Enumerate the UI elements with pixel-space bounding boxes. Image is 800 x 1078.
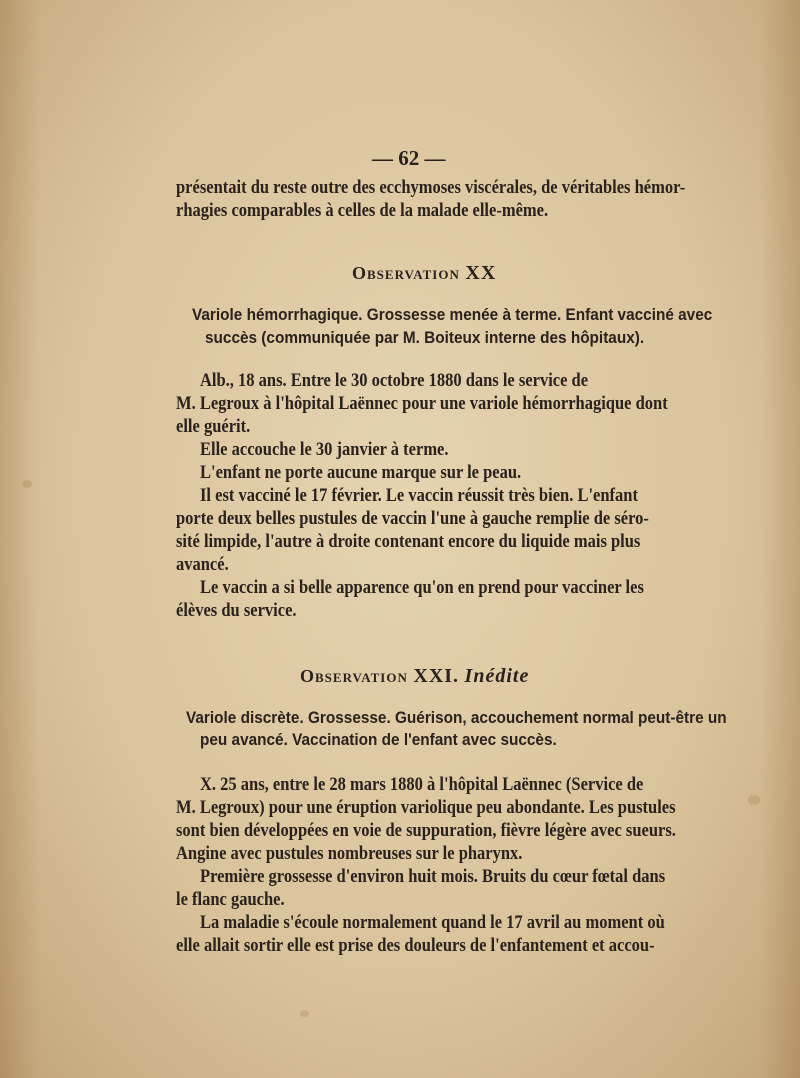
heading-note: Inédite — [464, 665, 530, 687]
summary-line: succès (communiquée par M. Boiteux interne des hôpitaux). — [205, 329, 645, 347]
text-line: présentait du reste outre des ecchymoses viscérales, de véritables hémor- — [176, 177, 686, 198]
text-line: le flanc gauche. — [176, 889, 285, 910]
heading-label: Observation — [352, 263, 460, 283]
observation-heading — [352, 262, 496, 285]
text-line: rhagies comparables à celles de la malade elle-même. — [176, 200, 549, 221]
text-line: X. 25 ans, entre le 28 mars 1880 à l'hôpital Laënnec (Service de — [200, 774, 644, 795]
text-line: élèves du service. — [176, 600, 297, 621]
text-line: Le vaccin a si belle apparence qu'on en prend pour vacciner les — [200, 577, 644, 598]
observation-heading — [300, 665, 529, 688]
heading-label: Observation — [300, 666, 408, 686]
text-line: sité limpide, l'autre à droite contenant encore du liquide mais plus — [176, 531, 641, 552]
paper-stain — [300, 1010, 309, 1017]
heading-number: XX — [465, 262, 497, 284]
text-line: Il est vacciné le 17 février. Le vaccin réussit très bien. L'enfant — [200, 485, 638, 506]
summary-line: peu avancé. Vaccination de l'enfant avec succès. — [200, 731, 557, 749]
text-line: Première grossesse d'environ huit mois. Bruits du cœur fœtal dans — [200, 866, 666, 887]
text-line: sont bien développées en voie de suppuration, fièvre légère avec sueurs. — [176, 820, 676, 841]
text-line: M. Legroux à l'hôpital Laënnec pour une variole hémorrhagique dont — [176, 393, 668, 414]
text-line: L'enfant ne porte aucune marque sur le peau. — [200, 462, 522, 483]
text-line: avancé. — [176, 554, 229, 575]
summary-line: Variole discrète. Grossesse. Guérison, accouchement normal peut-être un — [186, 709, 727, 727]
heading-number: XXI. — [413, 665, 460, 687]
text-line: Elle accouche le 30 janvier à terme. — [200, 439, 449, 460]
text-line: elle allait sortir elle est prise des douleurs de l'enfantement et accou- — [176, 935, 655, 956]
text-line: porte deux belles pustules de vaccin l'une à gauche remplie de séro- — [176, 508, 649, 529]
text-line: Alb., 18 ans. Entre le 30 octobre 1880 dans le service de — [200, 370, 589, 391]
text-line: M. Legroux) pour une éruption variolique peu abondante. Les pustules — [176, 797, 676, 818]
summary-line: Variole hémorrhagique. Grossesse menée à terme. Enfant vacciné avec — [192, 306, 713, 324]
text-line: La maladie s'écoule normalement quand le 17 avril au moment où — [200, 912, 665, 933]
paper-stain — [22, 480, 32, 488]
text-line: elle guérit. — [176, 416, 251, 437]
paper-stain — [748, 795, 760, 805]
page-number: — 62 — — [372, 146, 446, 170]
text-line: Angine avec pustules nombreuses sur le pharynx. — [176, 843, 523, 864]
